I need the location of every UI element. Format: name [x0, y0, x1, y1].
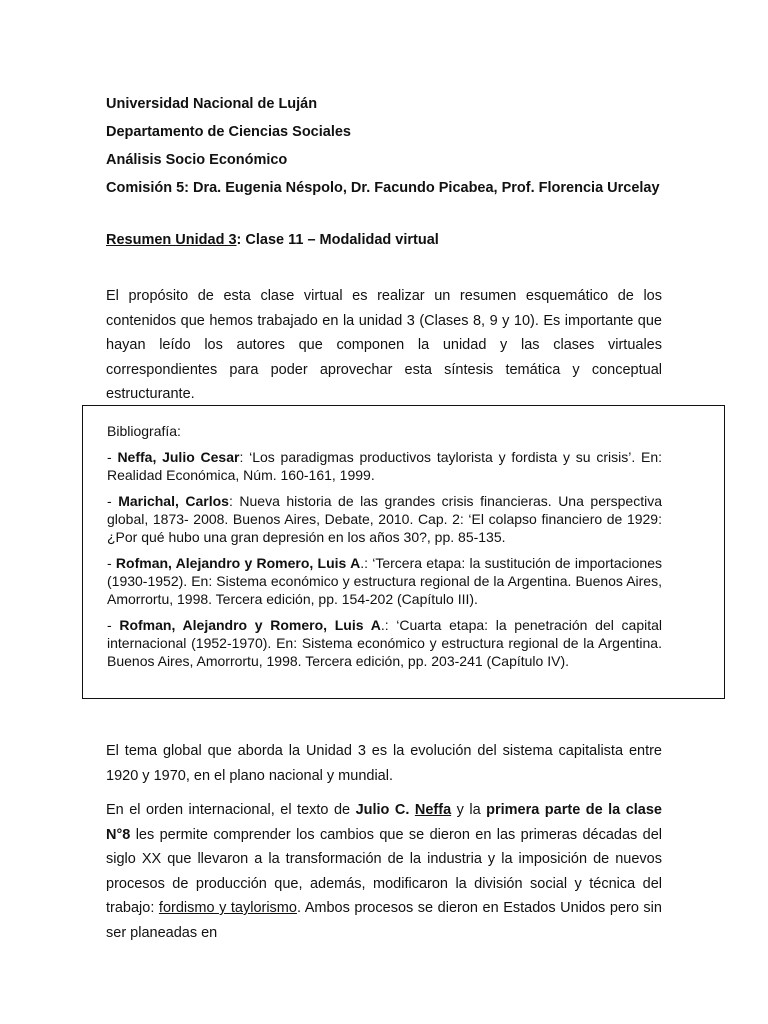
body-paragraph-2: [106, 798, 662, 945]
entry-text: .: ‘Cuarta etapa: la penetración del capital internacional (1952-1970). En: Sistema económico y estructura regional de la Argentina. Buenos Aires, Amorrortu, 1998. Tercera edición, pp. 203-241 (Capítulo IV).: [107, 617, 663, 669]
entry-text: : Nueva historia de las grandes crisis financieras. Una perspectiva global, 1873- 2008. Buenos Aires, Debate, 2010. Cap. 2: ‘El colapso financiero de 1929: ¿Por qué hubo una gran depresión en los años 30?, pp. 85-135.: [107, 493, 662, 545]
bibliography-box: [82, 405, 725, 699]
bibliography-title: Bibliografía:: [107, 423, 181, 439]
course-name: Análisis Socio Económico: [106, 152, 288, 168]
body-paragraph-1: El tema global que aborda la Unidad 3 es la evolución del sistema capitalista entre 1920 y 1970, en el plano nacional y mundial.: [106, 743, 662, 784]
bold-run: primera parte de la clase N°8: [106, 802, 662, 843]
bibliography-entry: [107, 492, 662, 546]
entry-author: Neffa, Julio Cesar: [117, 449, 240, 465]
summary-label: Resumen Unidad 3: [106, 232, 237, 248]
department-name: Departamento de Ciencias Sociales: [106, 124, 351, 140]
entry-author: Rofman, Alejandro y Romero, Luis A: [119, 617, 381, 633]
document-header: [106, 90, 706, 202]
entry-text: .: ‘Tercera etapa: la sustitución de importaciones (1930-1952). En: Sistema económico y estructura regional de la Argentina. Buenos Aires, Amorrortu, 1998. Tercera edición, pp. 154-202 (Capítulo III).: [107, 555, 662, 607]
bibliography-entry: [107, 616, 662, 670]
bibliography-entry: [107, 448, 662, 484]
entry-prefix: -: [107, 617, 120, 633]
entry-text: : ‘Los paradigmas productivos taylorista y fordista y su crisis’. En: Realidad Económica, Núm. 160-161, 1999.: [107, 449, 663, 483]
text-run: En el orden internacional, el texto de: [106, 802, 356, 818]
underlined-run: fordismo y taylorismo: [158, 900, 297, 916]
summary-heading: [106, 227, 439, 253]
bibliography-content: [107, 422, 662, 678]
text-run: . Ambos procesos se dieron en Estados Unidos pero sin ser planeadas en: [106, 900, 662, 941]
entry-prefix: -: [107, 449, 118, 465]
body-section: [106, 739, 662, 955]
text-run: y la: [451, 802, 487, 818]
intro-paragraph: El propósito de esta clase virtual es realizar un resumen esquemático de los contenidos que hemos trabajado en la unidad 3 (Clases 8, 9 y 10). Es importante que hayan leído los autores que componen la unidad y las clases virtuales correspondientes para poder aprovechar esta síntesis temática y conceptual estructurante.: [106, 288, 662, 402]
commission-line: Comisión 5: Dra. Eugenia Néspolo, Dr. Facundo Picabea, Prof. Florencia Urcelay: [106, 180, 660, 196]
entry-author: Rofman, Alejandro y Romero, Luis A: [115, 555, 361, 571]
summary-rest: : Clase 11 – Modalidad virtual: [236, 232, 439, 248]
entry-author: Marichal, Carlos: [118, 493, 229, 509]
bibliography-entry: [107, 554, 662, 608]
entry-prefix: -: [107, 555, 116, 571]
text-run: les permite comprender los cambios que se dieron en las primeras décadas del siglo XX que llevaron a la transformación de la industria y la imposición de nuevos procesos de producción que, además, modificaron la división social y técnica del trabajo:: [106, 826, 662, 916]
entry-prefix: -: [107, 493, 119, 509]
bold-underlined-run: Neffa: [414, 802, 452, 818]
university-name: Universidad Nacional de Luján: [106, 96, 318, 112]
bold-run: Julio C.: [355, 802, 415, 818]
